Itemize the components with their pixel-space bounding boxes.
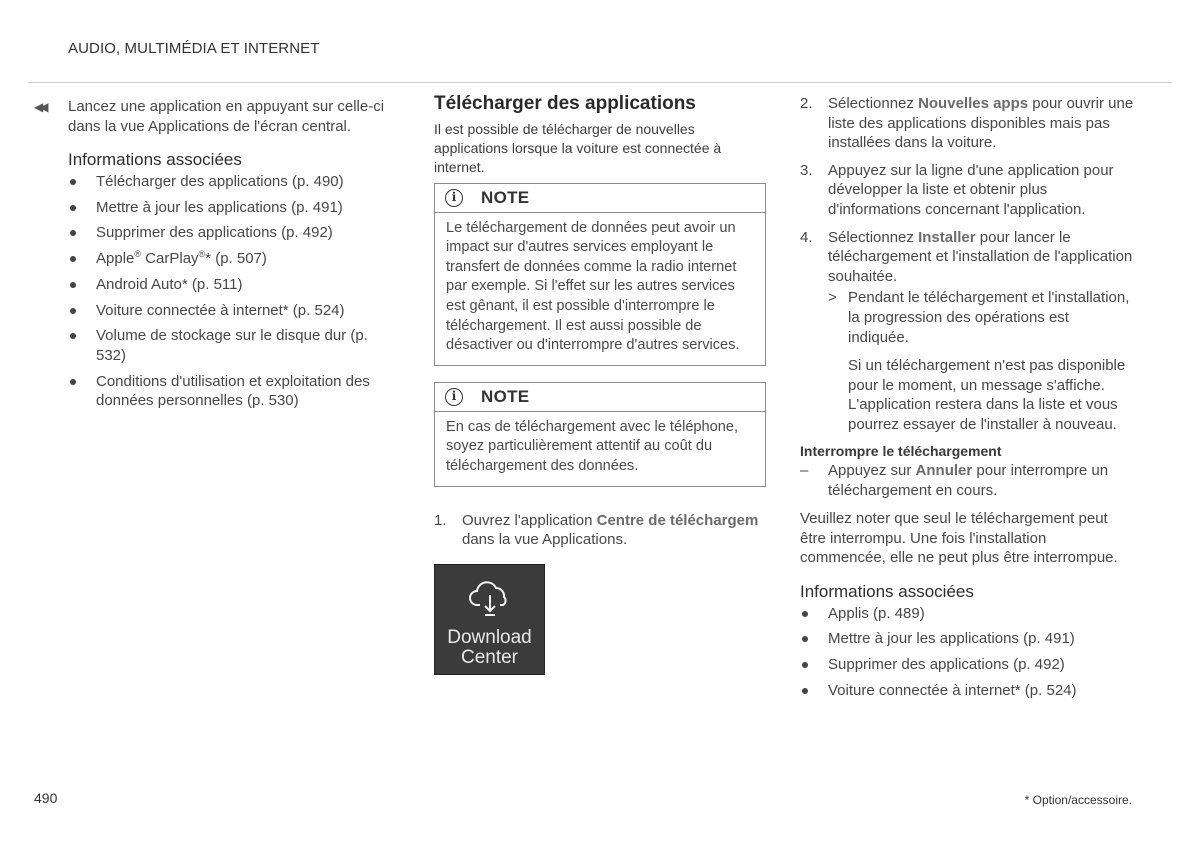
note-header [435, 383, 765, 412]
note-body: Le téléchargement de données peut avoir un impact sur d'autres services employant le transfert de données comme la radio internet par exemple. Si l'effet sur les autres services est gênant, il est possible d'interrompre le téléchargement. Il est aussi possible de désactiver ou d'interrompre d'autres services. [446, 219, 740, 354]
info-icon: i [445, 388, 463, 406]
note-title: NOTE [481, 187, 530, 207]
step-result: > Pendant le téléchargement et l'installation, la progression des opérations est indiquée. [828, 289, 1130, 346]
column-left [34, 94, 394, 417]
continuation-text: Lancez une application en appuyant sur celle-ci dans la vue Applications de l'écran central. [68, 98, 385, 135]
step-3: 3. Appuyez sur la ligne d'une application pour développer la liste et obtenir plus d'informations concernant l'application. [800, 161, 1114, 218]
bullet-icon [802, 611, 808, 617]
column-right [800, 94, 1134, 707]
continuation-block [34, 97, 394, 136]
continuation-back-icon: ◀◀ [34, 100, 45, 114]
step-1: 1. Ouvrez l'application Centre de téléchargem dans la vue Applications. [434, 511, 759, 549]
interrupt-heading: Interrompre le téléchargement [800, 442, 1002, 459]
download-center-tile[interactable] [434, 564, 545, 675]
bullet-icon [802, 688, 808, 694]
bullet-icon [70, 282, 76, 288]
section-title: Télécharger des applications [434, 93, 696, 114]
tile-label: Download Center [447, 626, 532, 668]
note-box-1 [434, 183, 766, 366]
steps-list-start [434, 511, 766, 550]
list-item[interactable]: Télécharger des applications (p. 490) [34, 172, 394, 192]
app-name-highlight: Centre de téléchargem [596, 511, 759, 529]
header-divider [28, 82, 1172, 83]
step-2: 2. Sélectionnez Nouvelles apps pour ouvrir une liste des applications disponibles mais pas installées dans la voiture. [800, 95, 1134, 152]
related-list-left [34, 172, 394, 411]
list-item[interactable]: Supprimer des applications (p. 492) [34, 223, 394, 243]
list-item[interactable]: Conditions d'utilisation et exploitation des données personnelles (p. 530) [34, 372, 394, 411]
list-item[interactable]: Volume de stockage sur le disque dur (p. 532) [34, 326, 394, 365]
bullet-icon [802, 636, 808, 642]
section-header: AUDIO, MULTIMÉDIA ET INTERNET [68, 40, 320, 57]
cancel-label-highlight: Annuler [915, 462, 973, 480]
bullet-icon [70, 308, 76, 314]
interrupt-remark: Veuillez noter que seul le téléchargement peut être interrompu. Une fois l'installation commencée, elle ne peut plus être interrompue. [800, 510, 1118, 567]
list-item[interactable]: Applis (p. 489) [800, 604, 1134, 624]
related-heading-left: Informations associées [68, 150, 242, 170]
note-box-2 [434, 382, 766, 487]
bullet-icon [70, 333, 76, 339]
step-4: 4. Sélectionnez Installer pour lancer le téléchargement et l'installation de l'application souhaitée. [800, 228, 1133, 285]
result-arrow-icon: > [828, 289, 837, 307]
cloud-download-icon [469, 579, 511, 619]
intro-text: Il est possible de télécharger de nouvelles applications lorsque la voiture est connectée à internet. [434, 120, 722, 175]
list-item[interactable]: Supprimer des applications (p. 492) [800, 655, 1134, 675]
info-icon: i [445, 189, 463, 207]
list-item[interactable]: Android Auto* (p. 511) [34, 275, 394, 295]
note-title: NOTE [481, 386, 530, 406]
note-header [435, 184, 765, 213]
bullet-icon [70, 256, 76, 262]
accessory-footnote: * Option/accessoire. [1024, 793, 1132, 807]
page-number: 490 [34, 790, 58, 806]
interrupt-step: – Appuyez sur Annuler pour interrompre un téléchargement en cours. [800, 462, 1109, 499]
list-item[interactable]: Voiture connectée à internet* (p. 524) [34, 301, 394, 321]
steps-list-continued [800, 94, 1134, 286]
result-extra-text: Si un téléchargement n'est pas disponible pour le moment, un message s'affiche. L'application restera dans la liste et vous pourrez essayer de l'installer à nouveau. [848, 357, 1126, 433]
column-middle [434, 94, 766, 675]
bullet-icon [70, 230, 76, 236]
bullet-icon [70, 179, 76, 185]
list-item[interactable]: Mettre à jour les applications (p. 491) [800, 629, 1134, 649]
related-list-right [800, 604, 1134, 701]
list-item[interactable]: Voiture connectée à internet* (p. 524) [800, 681, 1134, 701]
list-item[interactable]: Mettre à jour les applications (p. 491) [34, 198, 394, 218]
list-item[interactable]: Apple® CarPlay®* (p. 507) [34, 249, 394, 269]
bullet-icon [802, 662, 808, 668]
bullet-icon [70, 205, 76, 211]
note-body: En cas de téléchargement avec le téléphone, soyez particulièrement attentif au coût du téléchargement des données. [446, 418, 739, 474]
bullet-icon [70, 379, 76, 385]
related-heading-right: Informations associées [800, 582, 974, 602]
